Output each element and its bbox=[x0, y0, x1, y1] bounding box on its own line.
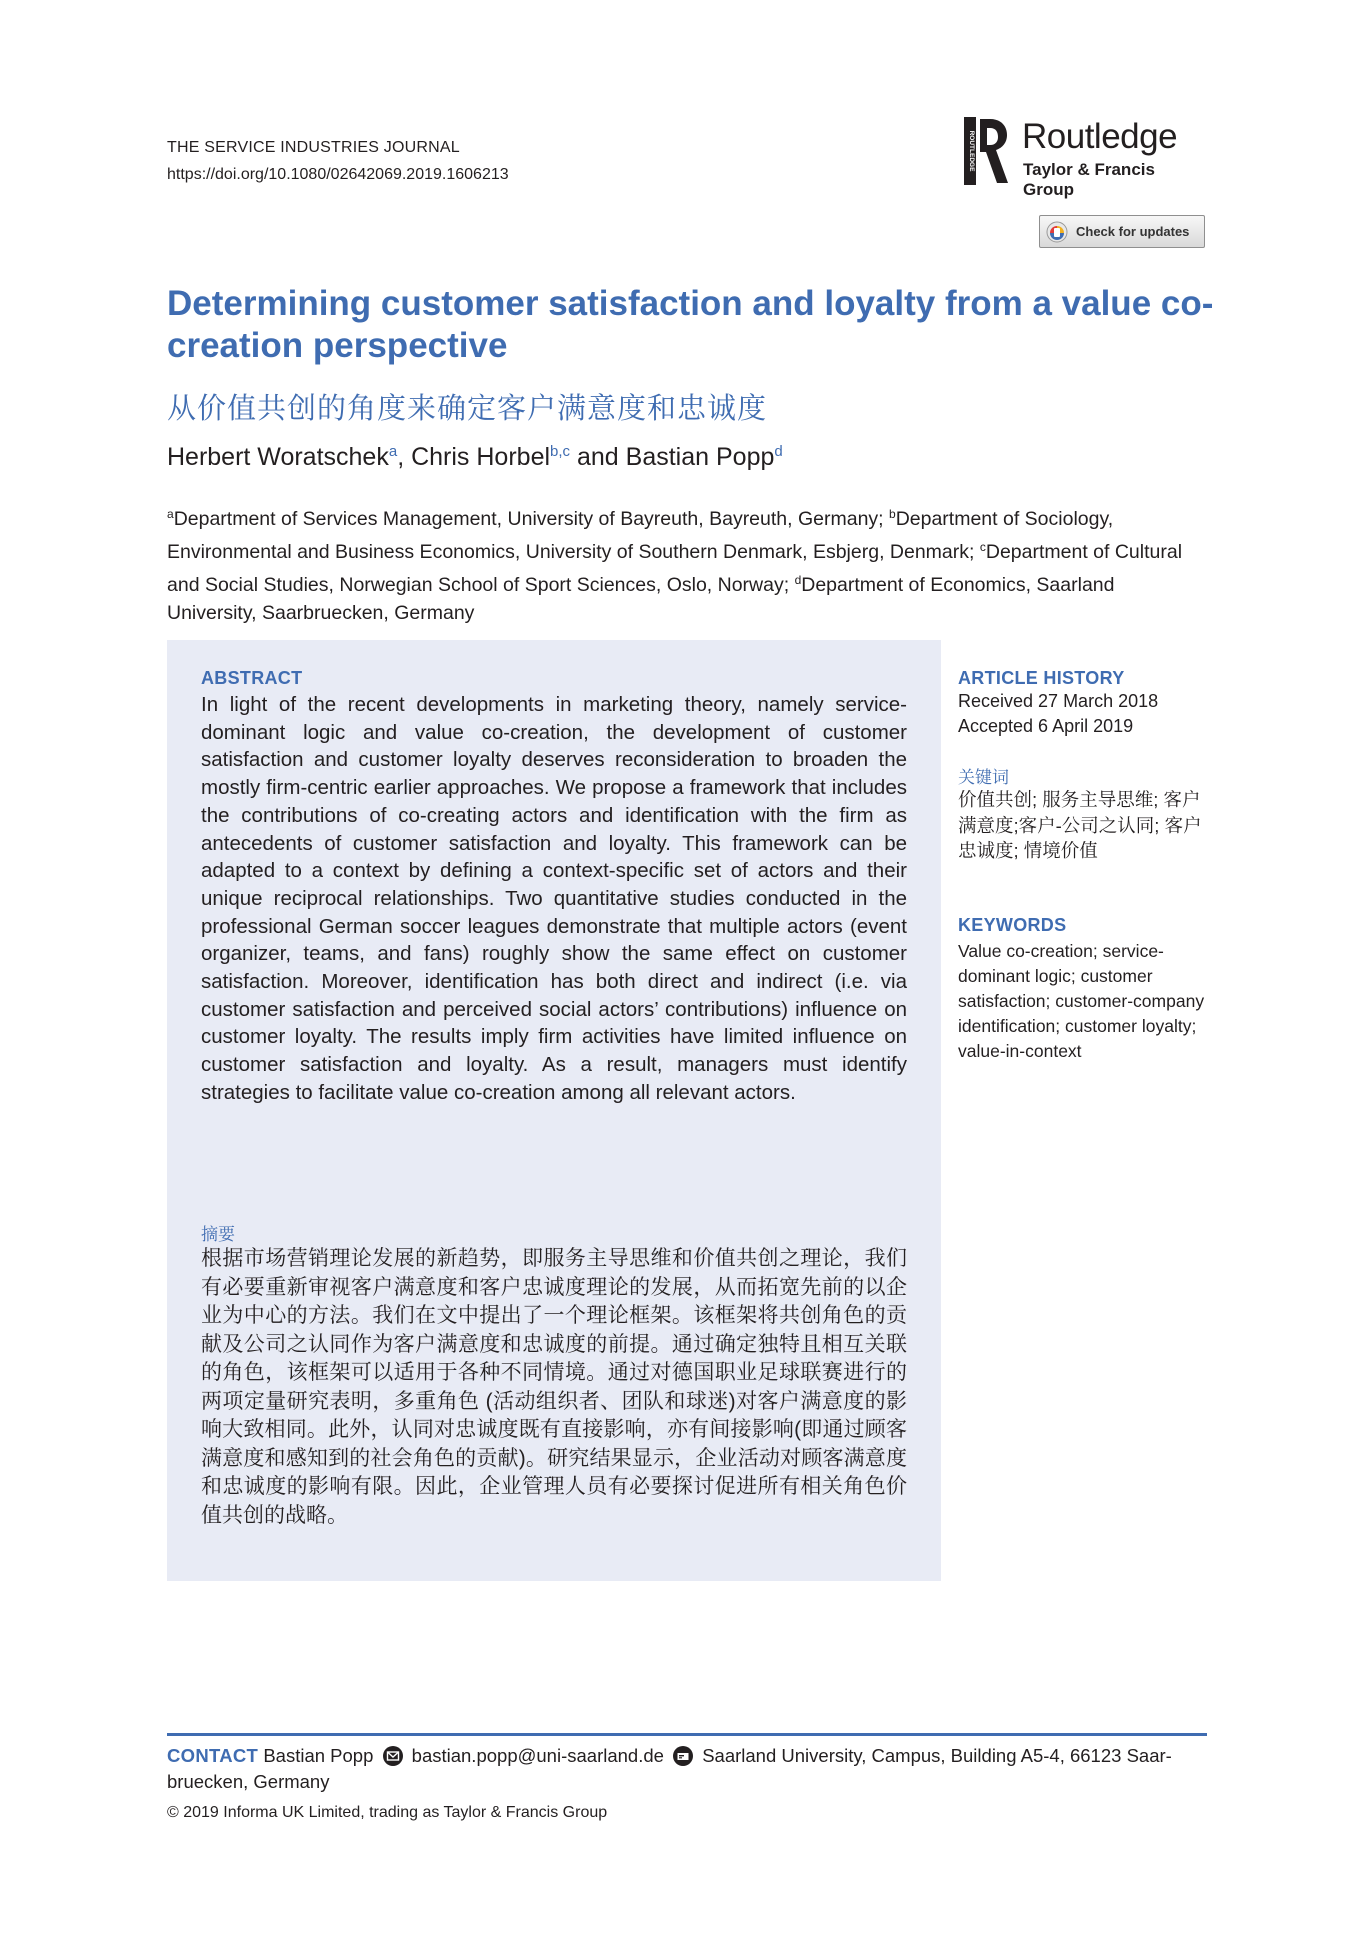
abstract-heading: ABSTRACT bbox=[201, 668, 303, 688]
logo-vertical-text: ROUTLEDGE bbox=[968, 130, 975, 172]
contact-address: Saarland University, Campus, Building A5-4, 66123 Saar-bruecken, Germany bbox=[167, 1745, 1172, 1792]
article-title-chinese: 从价值共创的角度来确定客户满意度和忠诚度 bbox=[167, 393, 768, 425]
article-history-heading: ARTICLE HISTORY bbox=[958, 668, 1125, 688]
affiliation-text: Department of Economics, Saarland University, Saarbruecken, Germany bbox=[167, 574, 1115, 624]
keywords-heading: KEYWORDS bbox=[958, 915, 1067, 935]
check-updates-button[interactable] bbox=[1039, 215, 1205, 248]
author-name: Chris Horbel bbox=[411, 443, 551, 471]
affiliation-mark: d bbox=[794, 573, 802, 587]
contact-name: Bastian Popp bbox=[263, 1745, 374, 1766]
email-icon bbox=[383, 1746, 403, 1766]
contact-heading: CONTACT bbox=[167, 1745, 259, 1766]
author-separator: and bbox=[570, 443, 626, 471]
author-name: Bastian Popp bbox=[625, 443, 775, 471]
contact-email[interactable]: bastian.popp@uni-saarland.de bbox=[411, 1745, 664, 1766]
affiliation-mark: c bbox=[979, 540, 986, 554]
abstract-chinese-text: 根据市场营销理论发展的新趋势，即服务主导思维和价值共创之理论，我们有必要重新审视客户满意度和客户忠诚度理论的发展，从而拓宽先前的以企业为中心的方法。我们在文中提出了一个理论框架。该框架将共创角色的贡献及公司之认同作为客户满意度和忠诚度的前提。通过确定独特且相互关联的角色，该框架可以适用于各种不同情境。通过对德国职业足球联赛进行的两项定量研究表明，多重角色 (活动组织者、团队和球迷)对客户满意度的影响大致相同。此外，认同对忠诚度既有直接影响，亦有间接影响(即通过顾客满意度和感知到的社会角色的贡献)。研究结果显示，企业活动对顾客满意度和忠诚度的影响有限。因此，企业管理人员有必要探讨促进所有相关角色价值共创的战略。 bbox=[201, 1247, 907, 1527]
routledge-logo bbox=[964, 117, 1209, 199]
doi-link[interactable]: https://doi.org/10.1080/02642069.2019.1606213 bbox=[167, 166, 509, 183]
affiliation-text: Department of Sociology, Environmental and Business Economics, University of Southern Denmark, Esbjerg, Denmark; bbox=[167, 508, 1114, 563]
keywords-chinese-heading: 关键词 bbox=[958, 768, 1009, 787]
routledge-logo-icon bbox=[964, 117, 1008, 185]
abstract-text: In light of the recent developments in marketing theory, namely service-dominant logic and value co-creation, the development of customer satisfaction and customer loyalty deserves reconsideration to broaden the mostly firm-centric earlier approaches. We propose a framework that includes the contributions of co-creating actors and identification with the firm as antecedents of customer satisfaction and loyalty. This framework can be adapted to a context by defining a context-specific set of actors and their unique reciprocal relationships. Two quantitative studies conducted in the professional German soccer leagues demonstrate that multiple actors (event organizer, teams, and fans) roughly show the same effect on customer satisfaction. Moreover, identification has both direct and indirect (i.e. via customer satisfaction and perceived social actors’ contributions) influence on customer loyalty. The results imply firm activities have limited influence on customer satisfaction and loyalty. As a result, managers must identify strategies to facilitate value co-creation among all relevant actors. bbox=[201, 693, 907, 1104]
crossmark-icon bbox=[1046, 221, 1068, 243]
affiliation-mark: a bbox=[167, 507, 174, 521]
address-icon bbox=[673, 1746, 693, 1766]
journal-name: THE SERVICE INDUSTRIES JOURNAL bbox=[167, 139, 460, 156]
affiliation-text: Department of Cultural and Social Studies, Norwegian School of Sport Sciences, Oslo, Norway; bbox=[167, 541, 1183, 596]
publisher-group: Taylor & Francis Group bbox=[1023, 160, 1155, 199]
author-affiliation-mark: b,c bbox=[550, 443, 571, 460]
author-affiliation-mark: a bbox=[388, 443, 398, 460]
affiliation-text: Department of Services Management, University of Bayreuth, Bayreuth, Germany; bbox=[173, 508, 889, 530]
author-separator: , bbox=[397, 443, 412, 471]
article-title: Determining customer satisfaction and loyalty from a value co-creation perspective bbox=[167, 284, 1214, 365]
received-date: Received 27 March 2018 bbox=[958, 691, 1159, 711]
footer-divider bbox=[167, 1733, 1207, 1736]
author-list bbox=[167, 443, 783, 472]
accepted-date: Accepted 6 April 2019 bbox=[958, 716, 1134, 736]
check-updates-label: Check for updates bbox=[1076, 224, 1190, 239]
keywords: Value co-creation; service-dominant logic; customer satisfaction; customer-company identification; customer loyalty; value-in-context bbox=[958, 941, 1205, 1061]
contact-line bbox=[167, 1743, 1217, 1795]
affiliations bbox=[167, 500, 1207, 627]
keywords-chinese: 价值共创; 服务主导思维; 客户满意度;客户-公司之认同; 客户忠诚度; 情境价值 bbox=[958, 789, 1202, 861]
affiliation-mark: b bbox=[889, 507, 896, 521]
author-affiliation-mark: d bbox=[774, 443, 783, 460]
abstract-chinese-heading: 摘要 bbox=[201, 1225, 235, 1244]
author-name: Herbert Woratschek bbox=[167, 443, 389, 471]
copyright: © 2019 Informa UK Limited, trading as Taylor & Francis Group bbox=[167, 1804, 608, 1821]
publisher-name: Routledge bbox=[1022, 117, 1178, 156]
